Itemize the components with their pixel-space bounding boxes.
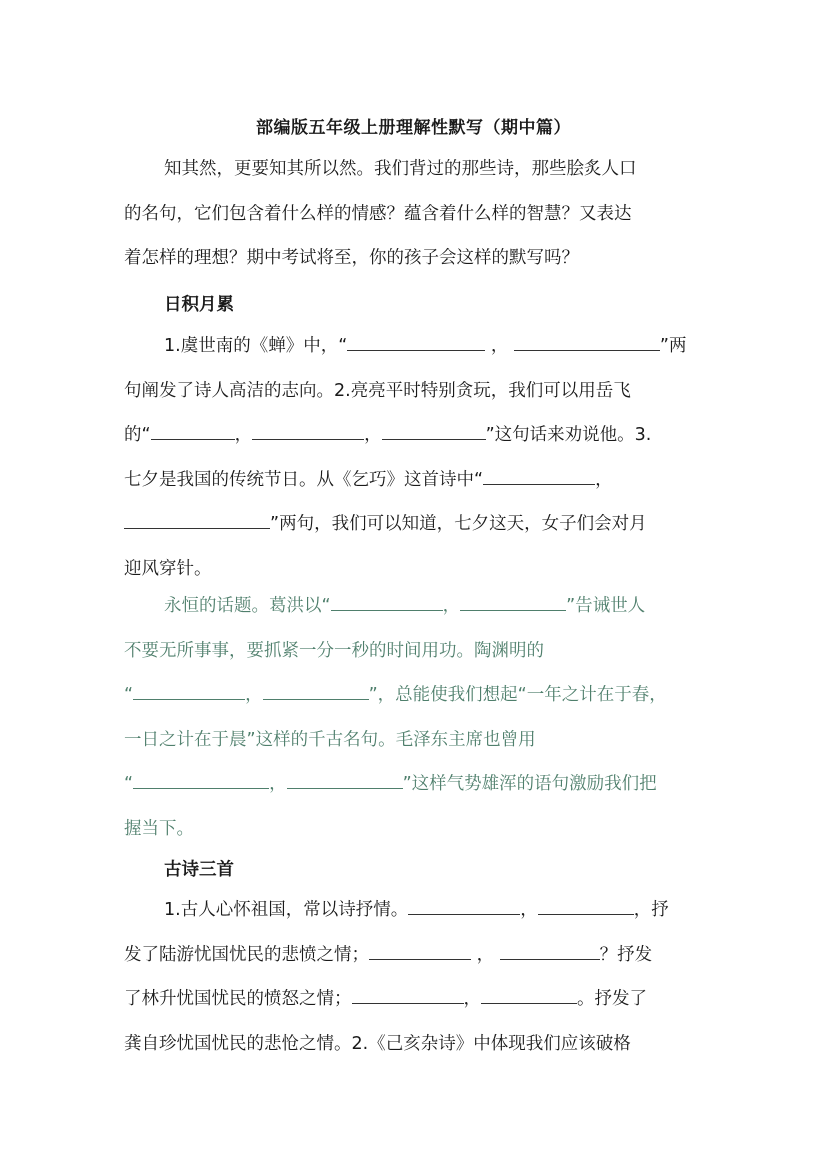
- text-segment: ，: [463, 989, 481, 1009]
- text-segment: ，抒: [633, 900, 669, 920]
- text-segment: 永恒的话题。葛洪以“: [164, 596, 331, 616]
- text-line: [124, 807, 714, 852]
- text-segment: ，: [364, 425, 382, 445]
- text-segment: 句阐发了诗人高洁的志向。2.亮亮平时特别贪玩，我们可以用岳飞: [124, 380, 631, 401]
- text-segment: 七夕是我国的传统节日。从《乞巧》这首诗中“: [124, 469, 484, 490]
- answer-blank[interactable]: [382, 421, 486, 440]
- answer-blank[interactable]: [514, 332, 660, 351]
- answer-blank[interactable]: [369, 941, 471, 960]
- text-segment: 龚自珍忧国忧民的悲怆之情。2.《己亥杂诗》中体现我们应该破格: [124, 1033, 631, 1054]
- answer-blank[interactable]: [133, 681, 245, 700]
- section-heading-2: 古诗三首: [164, 860, 234, 880]
- text-segment: 不要无所事事，要抓紧一分一秒的时间用功。陶渊明的: [124, 640, 544, 661]
- intro-paragraph: [124, 147, 714, 281]
- text-line: [124, 1022, 714, 1067]
- text-segment: ”两: [659, 336, 687, 356]
- text-line: [124, 673, 714, 718]
- answer-blank[interactable]: [408, 896, 520, 915]
- text-line: [124, 324, 714, 369]
- text-segment: ，: [595, 469, 613, 490]
- intro-line: [124, 147, 714, 192]
- text-line: [124, 629, 714, 674]
- text-segment: “: [124, 774, 134, 794]
- text-segment: ”，总能使我们想起“一年之计在于春，: [368, 685, 667, 705]
- question-block-3: [124, 888, 714, 1066]
- text-segment: 迎风穿针。: [124, 558, 212, 579]
- answer-blank[interactable]: [481, 985, 577, 1004]
- question-block-2: [124, 584, 714, 851]
- answer-blank[interactable]: [352, 985, 464, 1004]
- intro-line-3: 着怎样的理想？期中考试将至，你的孩子会这样的默写吗？: [124, 248, 579, 268]
- text-segment: 。抒发了: [577, 989, 647, 1009]
- question-block-1: [124, 324, 714, 591]
- text-segment: ，: [490, 336, 509, 356]
- text-segment: ”这样气势雄浑的语句激励我们把: [402, 774, 657, 794]
- text-line: [124, 933, 714, 978]
- answer-blank[interactable]: [538, 896, 634, 915]
- answer-blank[interactable]: [263, 681, 369, 700]
- text-segment: 的“: [124, 425, 151, 445]
- text-segment: “: [124, 685, 134, 705]
- text-segment: ”两句，我们可以知道，七夕这天，女子们会对月: [270, 514, 647, 534]
- text-segment: ，: [476, 944, 495, 965]
- text-line: [124, 584, 714, 629]
- answer-blank[interactable]: [500, 941, 600, 960]
- text-line: [124, 369, 714, 414]
- answer-blank[interactable]: [483, 466, 595, 485]
- text-segment: ，: [520, 900, 538, 920]
- answer-blank[interactable]: [133, 770, 269, 789]
- text-segment: 握当下。: [124, 818, 194, 839]
- text-segment: ，: [269, 774, 287, 794]
- answer-blank[interactable]: [347, 332, 485, 351]
- page-title: 部编版五年级上册理解性默写（期中篇）: [256, 118, 571, 138]
- text-line: [124, 718, 714, 763]
- text-segment: ？抒发: [599, 944, 653, 965]
- text-line: [124, 458, 714, 503]
- text-segment: 1.虞世南的《蝉》中，“: [164, 336, 348, 356]
- text-line: [124, 977, 714, 1022]
- section-heading-1: 日积月累: [164, 295, 234, 315]
- answer-blank[interactable]: [460, 592, 566, 611]
- answer-blank[interactable]: [252, 421, 364, 440]
- intro-line: [124, 192, 714, 237]
- text-line: [124, 413, 714, 458]
- text-segment: ，: [245, 685, 263, 705]
- text-segment: ，: [234, 425, 253, 445]
- intro-line-1: 知其然，更要知其所以然。我们背过的那些诗，那些脍炙人口: [164, 159, 637, 179]
- text-segment: 发了陆游忧国忧民的悲愤之情；: [124, 944, 369, 965]
- answer-blank[interactable]: [331, 592, 443, 611]
- text-segment: ”告诫世人: [566, 596, 646, 616]
- answer-blank[interactable]: [151, 421, 235, 440]
- intro-line: [124, 236, 714, 281]
- text-segment: ”这句话来劝说他。3.: [485, 425, 652, 445]
- text-segment: 1.古人心怀祖国，常以诗抒情。: [164, 900, 409, 920]
- text-segment: 了林升忧国忧民的愤怒之情；: [124, 989, 352, 1009]
- text-line: [124, 502, 714, 547]
- answer-blank[interactable]: [124, 510, 270, 529]
- text-segment: 一日之计在于晨”这样的千古名句。毛泽东主席也曾用: [124, 729, 536, 750]
- text-line: [124, 888, 714, 933]
- text-line: [124, 762, 714, 807]
- intro-line-2: 的名句，它们包含着什么样的情感？蕴含着什么样的智慧？又表达: [124, 203, 632, 224]
- answer-blank[interactable]: [287, 770, 403, 789]
- text-segment: ，: [442, 596, 461, 616]
